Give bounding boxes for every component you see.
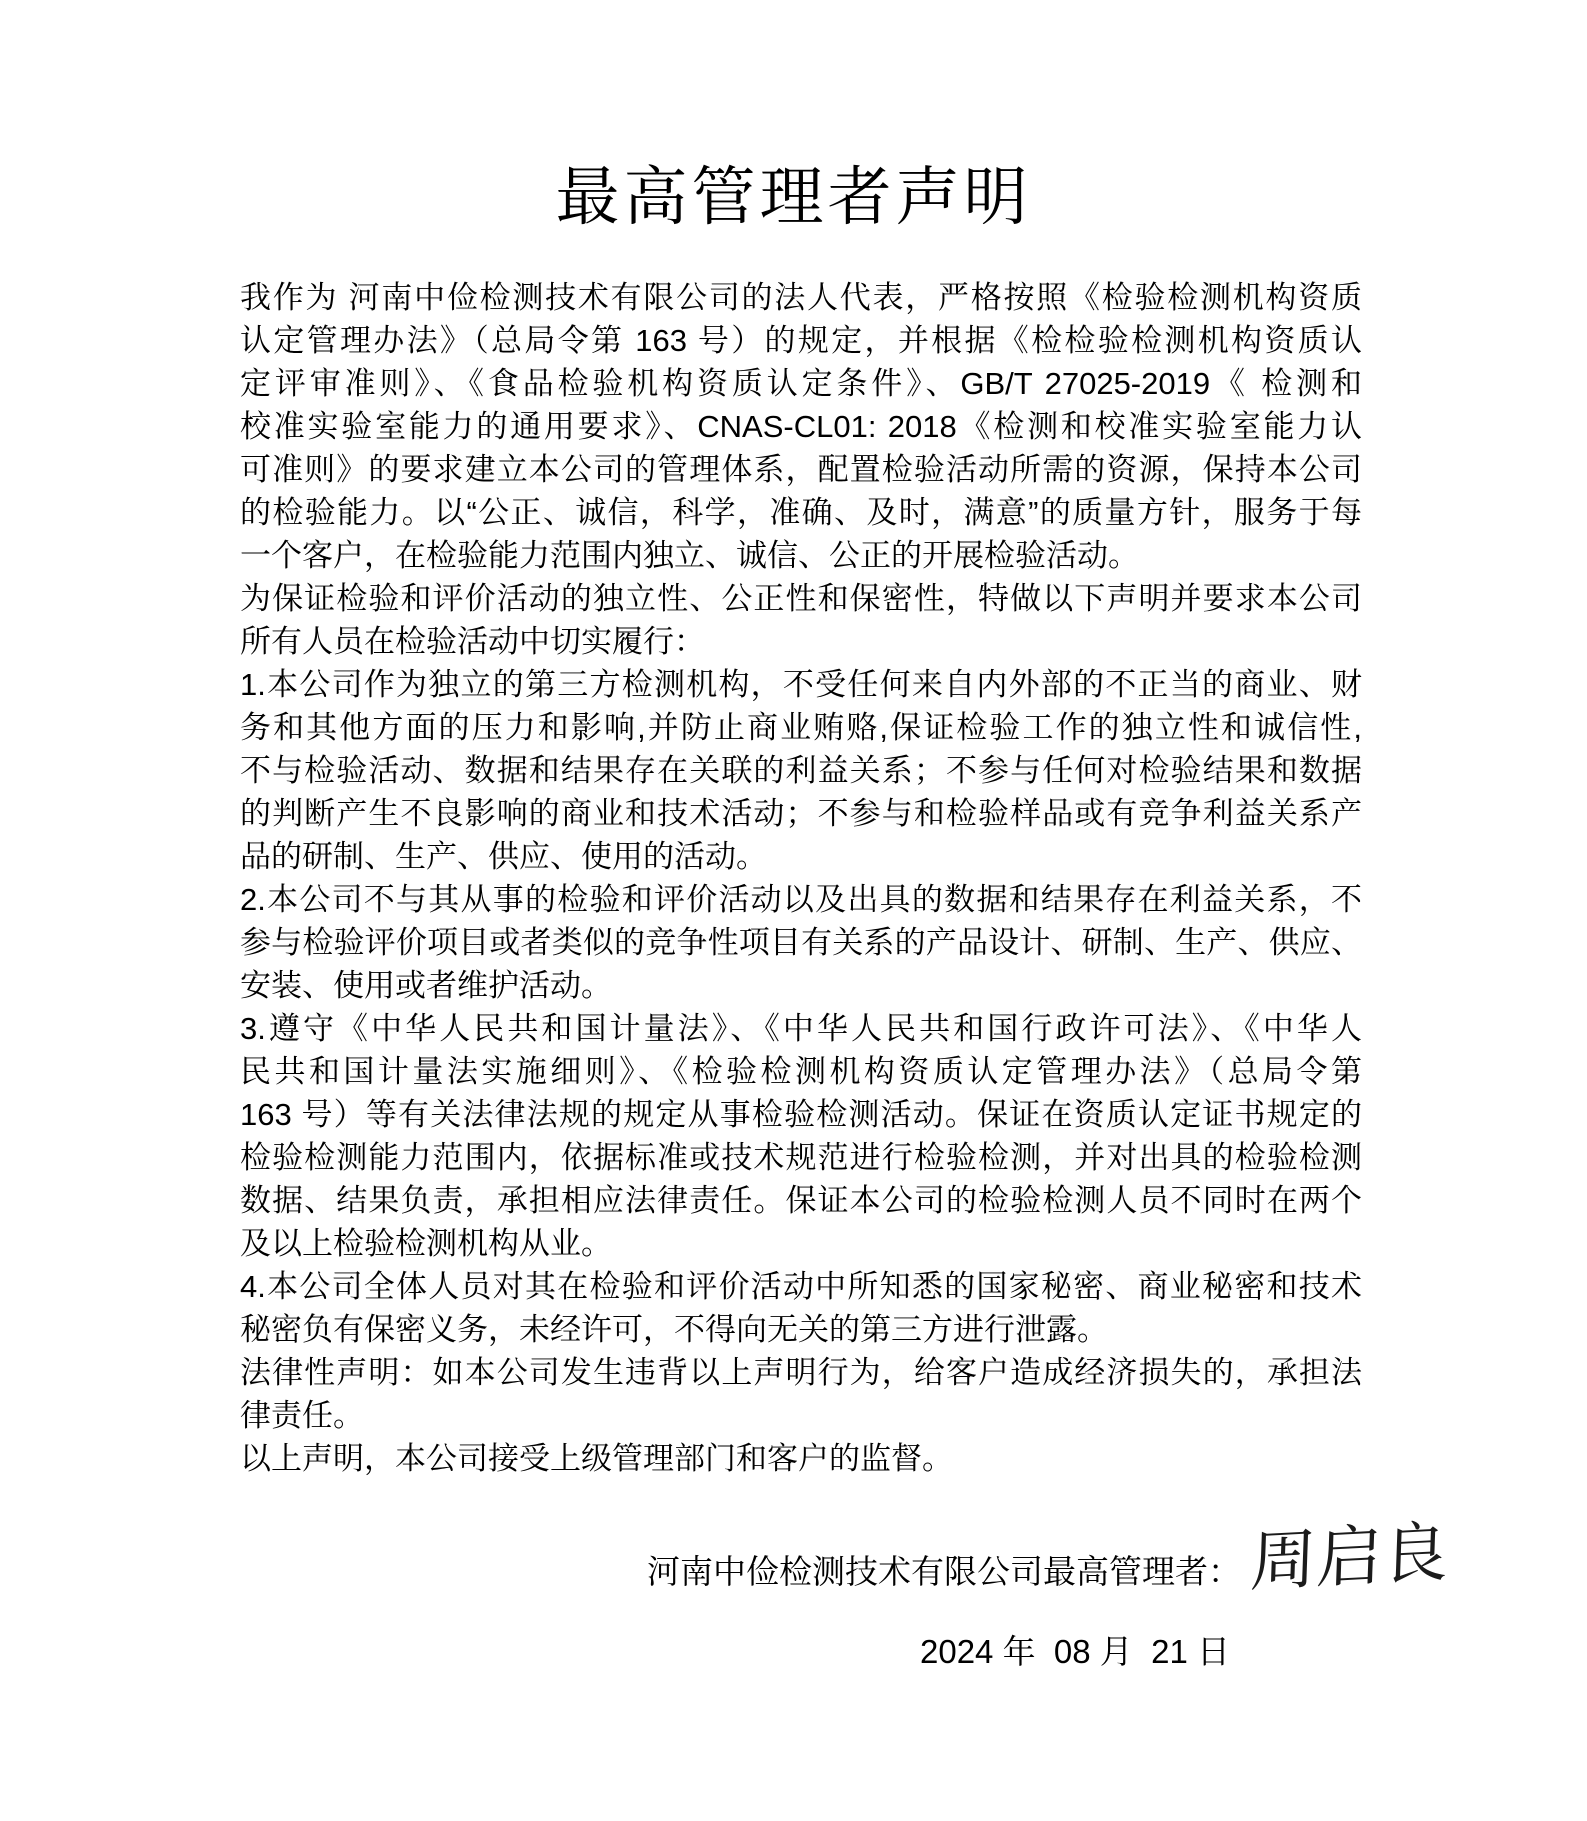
body-line: 4.本公司全体人员对其在检验和评价活动中所知悉的国家秘密、商业秘密和技术 bbox=[240, 1269, 1362, 1304]
signature-label: 河南中俭检测技术有限公司最高管理者： bbox=[647, 1553, 1241, 1590]
document-title: 最高管理者声明 bbox=[555, 162, 1032, 233]
document-body bbox=[240, 276, 1362, 1480]
body-line: 为保证检验和评价活动的独立性、公正性和保密性，特做以下声明并要求本公司 bbox=[240, 581, 1362, 616]
body-line: 律责任。 bbox=[240, 1398, 364, 1433]
body-line: 的检验能力。以“公正、诚信，科学，准确、及时，满意”的质量方针，服务于每 bbox=[240, 495, 1362, 530]
body-line: 数据、结果负责，承担相应法律责任。保证本公司的检验检测人员不同时在两个 bbox=[240, 1183, 1362, 1218]
body-line: 的判断产生不良影响的商业和技术活动；不参与和检验样品或有竞争利益关系产 bbox=[240, 796, 1362, 831]
body-line: 可准则》的要求建立本公司的管理体系，配置检验活动所需的资源，保持本公司 bbox=[240, 452, 1362, 487]
body-line: 及以上检验检测机构从业。 bbox=[240, 1226, 612, 1261]
body-line: 民共和国计量法实施细则》、《检验检测机构资质认定管理办法》（总局令第 bbox=[240, 1054, 1362, 1089]
body-line: 1.本公司作为独立的第三方检测机构，不受任何来自内外部的不正当的商业、财 bbox=[240, 667, 1362, 702]
body-line: 2.本公司不与其从事的检验和评价活动以及出具的数据和结果存在利益关系，不 bbox=[240, 882, 1362, 917]
body-line: 参与检验评价项目或者类似的竞争性项目有关系的产品设计、研制、生产、供应、 bbox=[240, 925, 1362, 960]
body-line: 认定管理办法》（总局令第 163 号）的规定，并根据《检检验检测机构资质认 bbox=[240, 323, 1362, 358]
body-line: 不与检验活动、数据和结果存在关联的利益关系；不参与任何对检验结果和数据 bbox=[240, 753, 1362, 788]
body-line: 3.遵守《中华人民共和国计量法》、《中华人民共和国行政许可法》、《中华人 bbox=[240, 1011, 1362, 1046]
body-line: 品的研制、生产、供应、使用的活动。 bbox=[240, 839, 767, 874]
body-line: 163 号）等有关法律法规的规定从事检验检测活动。保证在资质认定证书规定的 bbox=[240, 1097, 1362, 1132]
signature-line bbox=[0, 1516, 1587, 1601]
body-line: 以上声明，本公司接受上级管理部门和客户的监督。 bbox=[240, 1441, 953, 1476]
body-line: 安装、使用或者维护活动。 bbox=[240, 968, 612, 1003]
body-line: 秘密负有保密义务，未经许可，不得向无关的第三方进行泄露。 bbox=[240, 1312, 1108, 1347]
signature-handwriting: 周启良 bbox=[1249, 1516, 1450, 1600]
body-line: 我作为 河南中俭检测技术有限公司的法人代表，严格按照《检验检测机构资质 bbox=[240, 280, 1362, 315]
date-line: 2024 年 08 月 21 日 bbox=[919, 1633, 1230, 1670]
body-line: 所有人员在检验活动中切实履行： bbox=[240, 624, 705, 659]
body-line: 务和其他方面的压力和影响,并防止商业贿赂,保证检验工作的独立性和诚信性, bbox=[240, 710, 1362, 745]
body-line: 法律性声明：如本公司发生违背以上声明行为，给客户造成经济损失的，承担法 bbox=[240, 1355, 1362, 1390]
body-line: 检验检测能力范围内，依据标准或技术规范进行检验检测，并对出具的检验检测 bbox=[240, 1140, 1362, 1175]
body-line: 校准实验室能力的通用要求》、CNAS-CL01: 2018《检测和校准实验室能力认 bbox=[240, 409, 1362, 444]
body-line: 一个客户，在检验能力范围内独立、诚信、公正的开展检验活动。 bbox=[240, 538, 1139, 573]
body-line: 定评审准则》、《食品检验机构资质认定条件》、GB/T 27025-2019《 检测和 bbox=[240, 366, 1362, 401]
